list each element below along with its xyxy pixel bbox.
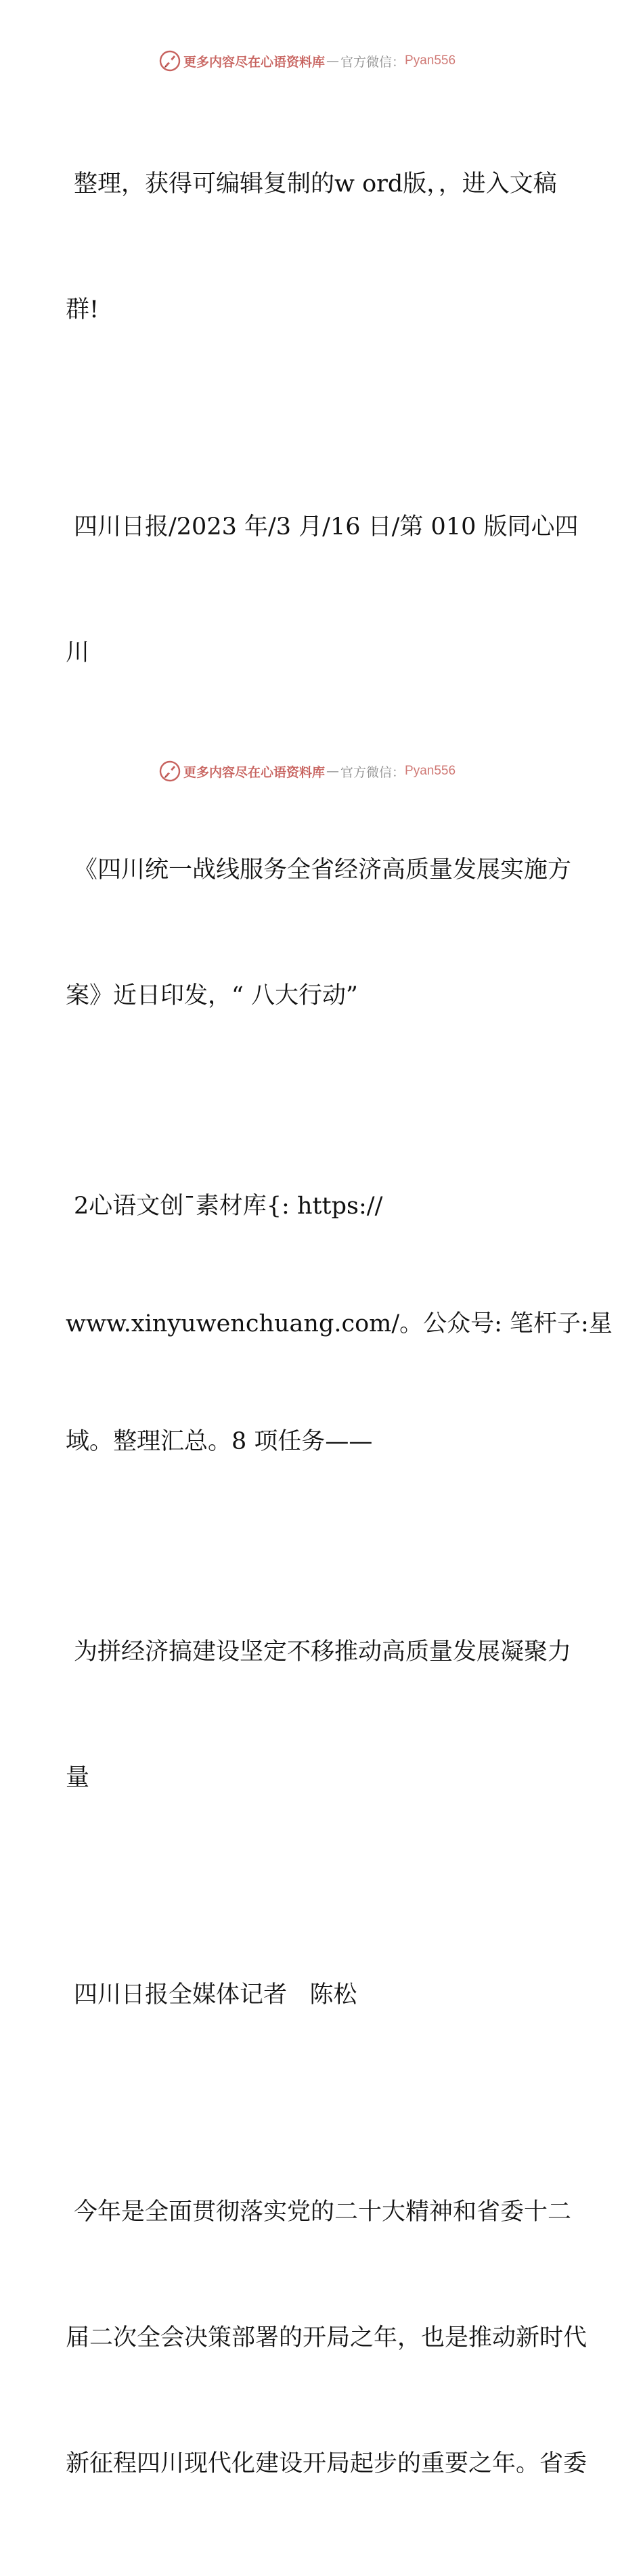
watermark-separator: — [326,764,340,779]
text-line: 《四川统一战线服务全省经济高质量发展实施方 [74,856,572,883]
text-line: www.xinyuwenchuang.com/。公众号: 笔杆子:星 [66,1310,613,1337]
header-watermark [159,50,456,72]
text-line: 四川日报全媒体记者 陈松 [74,1981,357,2008]
footer-watermark [159,760,456,782]
watermark-wechat-id: Pyan556 [405,764,456,778]
text-line: 为拼经济搞建设坚定不移推动高质量发展凝聚力 [74,1638,572,1665]
watermark-official-label: 官方微信： [340,54,405,70]
document-body [66,79,613,2576]
text-line: 今年是全面贯彻落实党的二十大精神和省委十二 [74,2199,572,2226]
text-line: 量 [66,1764,90,1791]
paragraph-source [66,422,587,758]
watermark-official-label: 官方微信： [340,764,405,780]
quill-pen-logo-icon [159,760,181,782]
watermark-separator: — [326,53,340,68]
text-line: 群! [66,296,99,323]
quill-pen-logo-icon [159,50,181,72]
text-line: 2心语文创¯素材库{: https:// [74,1193,383,1220]
text-line: 四川日报/2023 年/3 月/16 日/第 010 版同心四 [74,513,579,540]
paragraph-intro [66,79,587,415]
text-line: 整理，获得可编辑复制的w ord版，，进入文稿 [74,170,557,198]
text-line: 新征程四川现代化建设开局起步的重要之年。省委 [66,2450,587,2477]
watermark-brand-text: 更多内容尽在心语资料库 [183,764,326,780]
paragraph-byline [66,1890,587,2100]
watermark-wechat-id: Pyan556 [405,53,456,68]
watermark-brand-text: 更多内容尽在心语资料库 [183,54,326,70]
paragraph-body [66,2107,587,2569]
paragraph-promo [66,1108,613,1540]
text-line: 域。整理汇总。8 项任务—— [66,1428,373,1455]
paragraph-headline [66,765,587,1101]
text-line: 川 [66,639,90,666]
text-line: 案》近日印发，“ 八大行动” [66,982,358,1009]
paragraph-subtitle [66,1547,587,1883]
text-line: 届二次全会决策部署的开局之年，也是推动新时代 [66,2324,587,2351]
